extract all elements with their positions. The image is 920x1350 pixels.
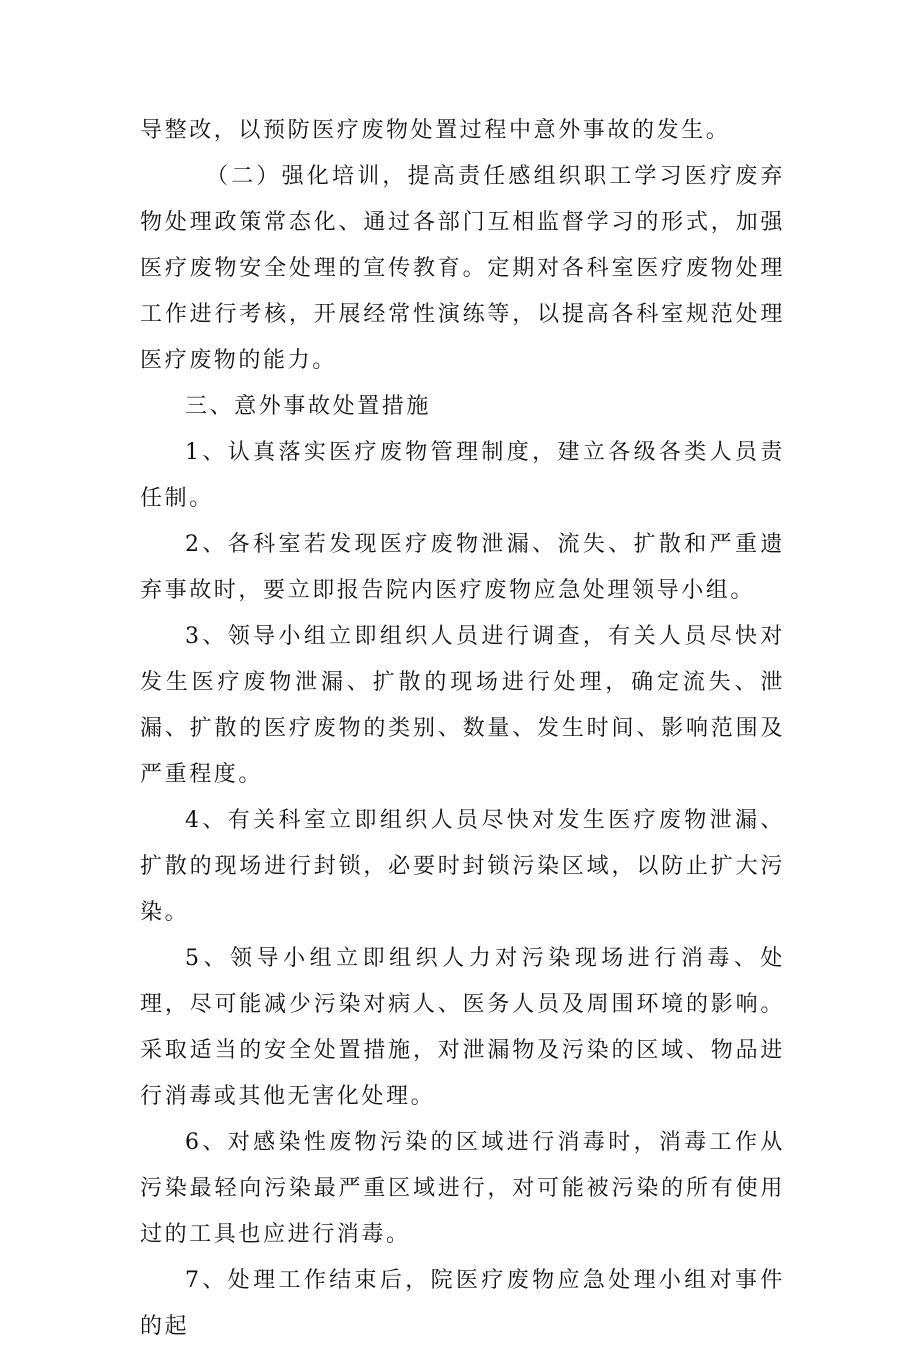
paragraph-item-2: 2、各科室若发现医疗废物泄漏、流失、扩散和严重遗弃事故时，要立即报告院内医疗废物应急处理领导小组。 [140,532,785,603]
paragraph-continuation: 导整改，以预防医疗废物处置过程中意外事故的发生。 [140,118,731,143]
paragraph-training: （二）强化培训，提高责任感组织职工学习医疗废弃物处理政策常态化、通过各部门互相监督学习的形式，加强医疗废物安全处理的宣传教育。定期对各科室医疗废物处理工作进行考核，开展经常性演练等，以提高各科室规范处理医疗废物的能力。 [140,164,785,373]
paragraph-item-7: 7、处理工作结束后，院医疗废物应急处理小组对事件的起 [140,1268,785,1339]
paragraph-item-3: 3、领导小组立即组织人员进行调查，有关人员尽快对发生医疗废物泄漏、扩散的现场进行处理，确定流失、泄漏、扩散的医疗废物的类别、数量、发生时间、影响范围及严重程度。 [140,624,785,787]
paragraph-item-1: 1、认真落实医疗废物管理制度，建立各级各类人员责任制。 [140,440,785,511]
paragraph-item-5: 5、领导小组立即组织人力对污染现场进行消毒、处理，尽可能减少污染对病人、医务人员及周围环境的影响。采取适当的安全处置措施，对泄漏物及污染的区域、物品进行消毒或其他无害化处理。 [140,946,785,1109]
document-body [140,108,785,1350]
section-heading-accident-measures: 三、意外事故处置措施 [185,394,432,419]
paragraph-item-6: 6、对感染性废物污染的区域进行消毒时，消毒工作从污染最轻向污染最严重区域进行，对可能被污染的所有使用过的工具也应进行消毒。 [140,1130,785,1247]
paragraph-item-4: 4、有关科室立即组织人员尽快对发生医疗废物泄漏、扩散的现场进行封锁，必要时封锁污染区域，以防止扩大污染。 [140,808,785,925]
